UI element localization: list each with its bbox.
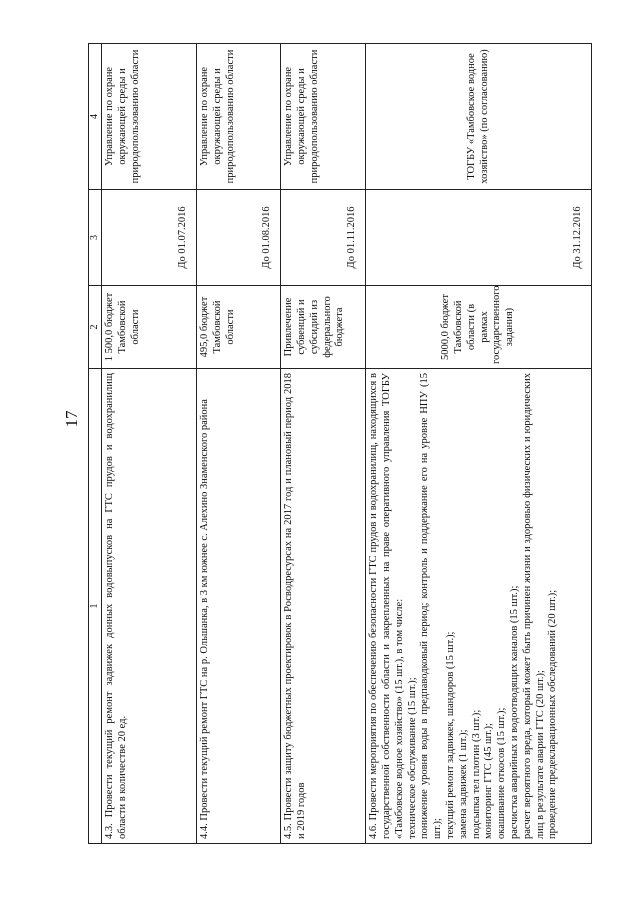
rotated-table-container [88, 44, 592, 844]
list-item: 4.6. Провести мероприятия по обеспечению безопасности ГТС прудов и водохранилищ, находящихся в государственной собственности области и закрепленных на праве оперативного управления ТОГБУ «Тамбовское водное хозяйство» (15 шт.), в том числе: [368, 373, 405, 839]
list-item: окашивание откосов (15 шт.); [496, 707, 508, 839]
funding-cell: 5000,0 бюджет Тамбовской области (в рамках государственного задания) [366, 286, 592, 369]
page-number: 17 [62, 410, 81, 428]
table-row [366, 44, 592, 844]
list-item: техническое обслуживание (15 шт.); [406, 677, 418, 839]
deadline-cell: До 01.08.2016 [197, 190, 281, 286]
measure-text-list [366, 369, 592, 844]
funding-cell: Привлечение субвенций и субсидий из федерального бюджета [281, 286, 366, 369]
measure-text: 4.4. Провести текущий ремонт ГТС на р. Ольшанка, в 3 км южнее с. Алехино Знаменского района [197, 369, 281, 844]
funding-cell: 1 500,0 бюджет Тамбовской области [102, 286, 197, 369]
responsible-cell: ТОГБУ «Тамбовское водное хозяйство» (по согласованию) [366, 44, 592, 190]
table-row [102, 44, 197, 844]
measures-table [88, 43, 592, 844]
measure-text: 4.3. Провести текущий ремонт задвижек донных водовыпусков на ГТС прудов и водохранилищ области в количестве 20 ед. [102, 369, 197, 844]
header-col-4: 4 [89, 44, 102, 190]
list-item: мониторинг ГТС (45 шт.); [483, 723, 495, 839]
responsible-cell: Управление по охране окружающей среды и природопользованию области [102, 44, 197, 190]
list-item: замена задвижек (1 шт.); [457, 729, 469, 839]
responsible-cell: Управление по охране окружающей среды и природопользованию области [197, 44, 281, 190]
list-item: подсыпка тел плотин (3 шт.); [470, 709, 482, 839]
table-row [281, 44, 366, 844]
header-col-1: 1 [89, 369, 102, 844]
list-item: проведение предекларационных обследований (20 шт.); [547, 589, 559, 839]
list-item: текущий ремонт задвижек, шандоров (15 шт.); [444, 631, 456, 839]
header-col-3: 3 [89, 190, 102, 286]
header-col-2: 2 [89, 286, 102, 369]
list-item: расчистка аварийных и водоотводящих каналов (15 шт.); [508, 585, 520, 839]
deadline-cell: До 31.12.2016 [366, 190, 592, 286]
table-row [197, 44, 281, 844]
deadline-cell: До 01.11.2016 [281, 190, 366, 286]
funding-cell: 495,0 бюджет Тамбовской области [197, 286, 281, 369]
deadline-cell: До 01.07.2016 [102, 190, 197, 286]
responsible-cell: Управление по охране окружающей среды и природопользованию области [281, 44, 366, 190]
list-item: расчет вероятного вреда, который может быть причинен жизни и здоровью физических и юридических лиц в результате аварии ГТС (20 шт.); [521, 373, 546, 839]
measure-text: 4.5. Провести защиту бюджетных проектировок в Росводресурсах на 2017 год и плановый период 2018 и 2019 годов [281, 369, 366, 844]
list-item: понижение уровня воды в предпаводковый период; контроль и поддержание его на уровне НПУ (15 шт.); [419, 373, 444, 839]
table-header-row [89, 44, 102, 844]
